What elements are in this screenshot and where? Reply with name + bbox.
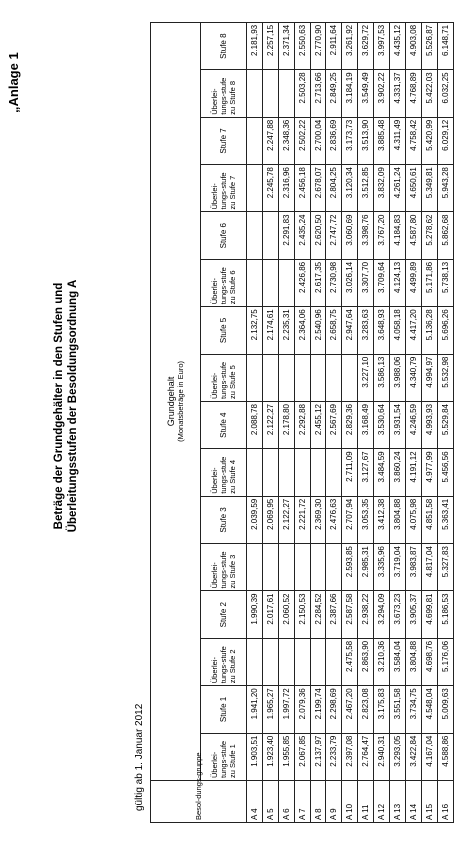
salary-cell [262, 449, 278, 496]
salary-cell: 4.588,86 [437, 733, 453, 780]
salary-cell [326, 638, 342, 685]
pay-group-cell: A 14 [405, 781, 421, 823]
salary-cell: 3.832,09 [374, 165, 390, 212]
pay-group-cell: A 9 [326, 781, 342, 823]
salary-table-body [247, 22, 454, 822]
column-header: Überlei-tungs-stufe zu Stufe 4 [201, 449, 247, 496]
salary-cell: 2.069,95 [262, 496, 278, 543]
salary-cell [247, 70, 263, 117]
salary-cell [247, 117, 263, 164]
salary-cell: 2.593,85 [342, 544, 358, 591]
salary-cell: 2.502,22 [294, 117, 310, 164]
salary-cell: 4.499,89 [405, 259, 421, 306]
salary-cell: 2.181,93 [247, 22, 263, 70]
salary-cell: 2.475,58 [342, 638, 358, 685]
salary-cell: 2.456,18 [294, 165, 310, 212]
salary-cell: 4.417,20 [405, 307, 421, 354]
salary-cell: 4.075,98 [405, 496, 421, 543]
salary-cell: 3.734,75 [405, 686, 421, 733]
salary-cell [278, 449, 294, 496]
salary-cell: 5.363,41 [437, 496, 453, 543]
salary-cell [262, 544, 278, 591]
column-header-row [201, 22, 247, 822]
pay-group-cell: A 16 [437, 781, 453, 823]
column-header: Überlei-tungs-stufe zu Stufe 7 [201, 165, 247, 212]
salary-cell: 2.291,83 [278, 212, 294, 259]
salary-cell: 4.191,12 [405, 449, 421, 496]
salary-cell [278, 354, 294, 401]
salary-cell [262, 70, 278, 117]
salary-cell [278, 544, 294, 591]
salary-cell: 4.548,04 [421, 686, 437, 733]
salary-cell: 2.617,35 [310, 259, 326, 306]
salary-cell: 3.931,54 [390, 402, 406, 449]
pay-group-cell: A 10 [342, 781, 358, 823]
salary-cell: 2.823,08 [358, 686, 374, 733]
salary-cell: 2.017,61 [262, 591, 278, 638]
salary-cell: 2.088,78 [247, 402, 263, 449]
salary-cell: 5.009,63 [437, 686, 453, 733]
salary-cell: 4.698,76 [421, 638, 437, 685]
salary-cell: 2.747,72 [326, 212, 342, 259]
salary-cell [342, 354, 358, 401]
salary-cell: 4.993,93 [421, 402, 437, 449]
salary-cell: 3.261,92 [342, 22, 358, 70]
salary-cell: 2.067,85 [294, 733, 310, 780]
title-line-2: Überleitungsstufen der Besoldungsordnung A [67, 279, 79, 533]
salary-cell: 2.829,36 [342, 402, 358, 449]
salary-cell: 5.136,28 [421, 307, 437, 354]
pay-group-cell: A 5 [262, 781, 278, 823]
salary-cell: 4.261,24 [390, 165, 406, 212]
salary-cell: 2.476,63 [326, 496, 342, 543]
salary-cell: 4.184,83 [390, 212, 406, 259]
salary-cell: 2.985,31 [358, 544, 374, 591]
salary-cell: 2.620,50 [310, 212, 326, 259]
salary-cell: 2.455,12 [310, 402, 326, 449]
salary-cell: 2.298,69 [326, 686, 342, 733]
salary-cell: 5.738,13 [437, 259, 453, 306]
pay-group-cell: A 8 [310, 781, 326, 823]
salary-cell [247, 544, 263, 591]
salary-cell [247, 354, 263, 401]
salary-cell: 2.503,28 [294, 70, 310, 117]
salary-cell [262, 354, 278, 401]
salary-cell: 4.650,61 [405, 165, 421, 212]
salary-cell: 5.532,98 [437, 354, 453, 401]
salary-cell: 3.584,04 [390, 638, 406, 685]
salary-cell: 3.398,76 [358, 212, 374, 259]
salary-cell [278, 70, 294, 117]
salary-cell: 5.349,81 [421, 165, 437, 212]
column-header: Stufe 6 [201, 212, 247, 259]
salary-cell: 2.060,52 [278, 591, 294, 638]
salary-cell: 5.943,28 [437, 165, 453, 212]
salary-cell: 3.484,59 [374, 449, 390, 496]
salary-cell: 4.246,59 [405, 402, 421, 449]
column-header: Stufe 2 [201, 591, 247, 638]
salary-cell: 2.132,75 [247, 307, 263, 354]
salary-cell: 1.965,27 [262, 686, 278, 733]
salary-cell: 3.997,53 [374, 22, 390, 70]
salary-cell [310, 638, 326, 685]
salary-cell: 4.587,80 [405, 212, 421, 259]
salary-cell [310, 449, 326, 496]
salary-cell: 3.673,23 [390, 591, 406, 638]
table-row [405, 22, 421, 822]
salary-cell: 3.210,36 [374, 638, 390, 685]
salary-cell: 4.311,49 [390, 117, 406, 164]
salary-cell: 3.885,48 [374, 117, 390, 164]
salary-cell: 2.199,74 [310, 686, 326, 733]
salary-cell: 2.387,66 [326, 591, 342, 638]
column-header: Überlei-tungs-stufe zu Stufe 2 [201, 638, 247, 685]
salary-cell: 2.770,90 [310, 22, 326, 70]
table-row [358, 22, 374, 822]
table-row [421, 22, 437, 822]
table-row [262, 22, 278, 822]
salary-cell: 5.862,68 [437, 212, 453, 259]
salary-cell: 4.167,04 [421, 733, 437, 780]
column-header: Überlei-tungs-stufe zu Stufe 8 [201, 70, 247, 117]
salary-cell: 2.567,69 [326, 402, 342, 449]
annex-label: „Anlage 1 [6, 52, 21, 113]
salary-cell: 3.422,84 [405, 733, 421, 780]
salary-cell: 2.587,58 [342, 591, 358, 638]
column-header: Stufe 5 [201, 307, 247, 354]
salary-cell: 2.711,09 [342, 449, 358, 496]
salary-cell: 4.340,79 [405, 354, 421, 401]
pay-group-cell: A 13 [390, 781, 406, 823]
salary-cell: 2.678,07 [310, 165, 326, 212]
salary-cell: 2.292,88 [294, 402, 310, 449]
pay-group-cell: A 7 [294, 781, 310, 823]
salary-cell [262, 638, 278, 685]
salary-cell [326, 449, 342, 496]
salary-cell [294, 544, 310, 591]
salary-cell: 3.283,63 [358, 307, 374, 354]
salary-cell [262, 212, 278, 259]
title-line-1: Beträge der Grundgehälter in den Stufen und [53, 282, 65, 530]
salary-cell: 2.911,64 [326, 22, 342, 70]
salary-cell: 5.696,26 [437, 307, 453, 354]
salary-cell: 2.947,64 [342, 307, 358, 354]
salary-cell: 3.629,72 [358, 22, 374, 70]
salary-cell: 4.435,12 [390, 22, 406, 70]
salary-cell: 3.719,04 [390, 544, 406, 591]
salary-cell: 3.530,64 [374, 402, 390, 449]
salary-cell: 3.184,19 [342, 70, 358, 117]
salary-cell [310, 544, 326, 591]
salary-cell: 2.316,96 [278, 165, 294, 212]
pay-group-cell: A 4 [247, 781, 263, 823]
salary-cell: 4.699,81 [421, 591, 437, 638]
salary-cell: 3.983,87 [405, 544, 421, 591]
salary-cell: 2.764,47 [358, 733, 374, 780]
salary-cell: 2.707,94 [342, 496, 358, 543]
column-header: Überlei-tungs-stufe zu Stufe 5 [201, 354, 247, 401]
salary-cell: 3.551,58 [390, 686, 406, 733]
salary-cell: 2.804,25 [326, 165, 342, 212]
salary-cell: 4.977,99 [421, 449, 437, 496]
salary-cell: 5.456,56 [437, 449, 453, 496]
table-row [278, 22, 294, 822]
salary-cell [247, 165, 263, 212]
salary-cell: 2.836,69 [326, 117, 342, 164]
salary-cell: 5.171,86 [421, 259, 437, 306]
salary-cell: 3.053,35 [358, 496, 374, 543]
salary-cell [310, 354, 326, 401]
salary-cell: 2.178,80 [278, 402, 294, 449]
salary-cell [294, 449, 310, 496]
salary-cell: 3.512,85 [358, 165, 374, 212]
salary-cell: 5.526,87 [421, 22, 437, 70]
salary-cell: 3.227,10 [358, 354, 374, 401]
table-row [390, 22, 406, 822]
salary-cell: 2.235,31 [278, 307, 294, 354]
salary-cell: 3.902,22 [374, 70, 390, 117]
salary-cell: 2.369,30 [310, 496, 326, 543]
column-header: Stufe 3 [201, 496, 247, 543]
valid-from-text: gültig ab 1. Januar 2012 [134, 703, 145, 811]
salary-cell [278, 259, 294, 306]
salary-cell: 3.767,20 [374, 212, 390, 259]
salary-cell: 3.412,38 [374, 496, 390, 543]
pay-group-cell: A 12 [374, 781, 390, 823]
salary-cell: 1.997,72 [278, 686, 294, 733]
salary-cell: 2.122,27 [262, 402, 278, 449]
salary-cell: 2.863,90 [358, 638, 374, 685]
pay-group-cell: A 11 [358, 781, 374, 823]
salary-cell: 1.955,85 [278, 733, 294, 780]
salary-cell: 2.371,34 [278, 22, 294, 70]
salary-cell: 5.422,03 [421, 70, 437, 117]
column-header: Überlei-tungs-stufe zu Stufe 3 [201, 544, 247, 591]
salary-table [150, 22, 454, 823]
salary-cell [278, 638, 294, 685]
salary-cell: 2.122,27 [278, 496, 294, 543]
salary-cell: 1.923,40 [262, 733, 278, 780]
salary-cell: 3.513,90 [358, 117, 374, 164]
salary-cell: 2.364,06 [294, 307, 310, 354]
salary-cell: 2.348,36 [278, 117, 294, 164]
salary-cell: 5.420,99 [421, 117, 437, 164]
salary-cell: 3.168,49 [358, 402, 374, 449]
salary-cell [294, 638, 310, 685]
salary-cell: 2.435,24 [294, 212, 310, 259]
grundgehalt-header [151, 22, 201, 780]
column-header: Stufe 4 [201, 402, 247, 449]
salary-cell: 4.817,04 [421, 544, 437, 591]
salary-cell: 2.137,97 [310, 733, 326, 780]
table-row [342, 22, 358, 822]
salary-cell [247, 212, 263, 259]
salary-cell: 2.550,63 [294, 22, 310, 70]
pay-group-header: Besol-dungs-gruppe [151, 781, 247, 823]
salary-cell: 3.060,69 [342, 212, 358, 259]
salary-cell: 4.331,37 [390, 70, 406, 117]
salary-cell: 6.029,12 [437, 117, 453, 164]
salary-cell: 3.335,96 [374, 544, 390, 591]
salary-cell: 2.257,15 [262, 22, 278, 70]
table-row [247, 22, 263, 822]
salary-cell: 3.586,13 [374, 354, 390, 401]
salary-cell: 2.245,78 [262, 165, 278, 212]
salary-cell: 4.758,42 [405, 117, 421, 164]
column-header: Überlei-tungs-stufe zu Stufe 1 [201, 733, 247, 780]
salary-cell: 2.150,53 [294, 591, 310, 638]
table-row [326, 22, 342, 822]
grundgehalt-unit: (Monatsbeträge in Euro) [176, 361, 185, 442]
salary-cell [247, 638, 263, 685]
salary-cell: 3.173,73 [342, 117, 358, 164]
salary-cell: 4.768,89 [405, 70, 421, 117]
salary-cell: 2.730,98 [326, 259, 342, 306]
column-header: Stufe 8 [201, 22, 247, 70]
table-row [310, 22, 326, 822]
salary-cell: 4.903,08 [405, 22, 421, 70]
salary-cell: 3.127,67 [358, 449, 374, 496]
salary-cell: 6.032,25 [437, 70, 453, 117]
salary-cell: 2.247,88 [262, 117, 278, 164]
salary-cell [326, 544, 342, 591]
salary-cell: 2.079,36 [294, 686, 310, 733]
salary-cell: 2.938,22 [358, 591, 374, 638]
salary-cell: 1.903,51 [247, 733, 263, 780]
salary-cell [326, 354, 342, 401]
salary-cell: 2.849,25 [326, 70, 342, 117]
salary-cell: 3.709,64 [374, 259, 390, 306]
salary-cell [294, 354, 310, 401]
pay-group-cell: A 15 [421, 781, 437, 823]
salary-cell: 3.175,83 [374, 686, 390, 733]
salary-cell: 2.940,31 [374, 733, 390, 780]
salary-cell: 3.120,34 [342, 165, 358, 212]
salary-cell: 3.804,88 [405, 638, 421, 685]
salary-cell: 4.994,97 [421, 354, 437, 401]
salary-cell: 2.397,08 [342, 733, 358, 780]
grundgehalt-title: Grundgehalt [166, 376, 176, 427]
salary-cell: 3.293,05 [390, 733, 406, 780]
salary-cell: 5.278,62 [421, 212, 437, 259]
salary-cell: 2.233,79 [326, 733, 342, 780]
salary-cell: 3.988,06 [390, 354, 406, 401]
salary-cell [262, 259, 278, 306]
salary-cell: 3.549,49 [358, 70, 374, 117]
column-header: Stufe 1 [201, 686, 247, 733]
salary-cell: 3.905,37 [405, 591, 421, 638]
salary-cell: 1.941,20 [247, 686, 263, 733]
document-title [52, 156, 80, 656]
salary-cell: 1.990,39 [247, 591, 263, 638]
salary-cell: 5.529,84 [437, 402, 453, 449]
salary-cell: 4.124,13 [390, 259, 406, 306]
salary-cell: 5.186,53 [437, 591, 453, 638]
salary-cell: 3.026,14 [342, 259, 358, 306]
salary-cell: 2.713,66 [310, 70, 326, 117]
table-row [374, 22, 390, 822]
salary-cell: 5.176,06 [437, 638, 453, 685]
table-row [294, 22, 310, 822]
salary-cell: 3.294,09 [374, 591, 390, 638]
pay-group-cell: A 6 [278, 781, 294, 823]
salary-cell: 4.058,18 [390, 307, 406, 354]
salary-cell: 5.327,83 [437, 544, 453, 591]
salary-cell: 3.307,70 [358, 259, 374, 306]
salary-cell: 2.284,52 [310, 591, 326, 638]
salary-cell: 4.851,58 [421, 496, 437, 543]
salary-cell [247, 449, 263, 496]
salary-cell: 2.221,72 [294, 496, 310, 543]
salary-cell: 2.467,20 [342, 686, 358, 733]
table-row [437, 22, 453, 822]
salary-cell: 6.148,71 [437, 22, 453, 70]
salary-cell: 2.039,59 [247, 496, 263, 543]
salary-cell: 3.860,24 [390, 449, 406, 496]
salary-cell: 2.658,75 [326, 307, 342, 354]
salary-cell [247, 259, 263, 306]
column-header: Überlei-tungs-stufe zu Stufe 6 [201, 259, 247, 306]
salary-cell: 3.648,93 [374, 307, 390, 354]
salary-cell: 3.804,88 [390, 496, 406, 543]
salary-cell: 2.540,96 [310, 307, 326, 354]
column-header: Stufe 7 [201, 117, 247, 164]
salary-cell: 2.700,04 [310, 117, 326, 164]
salary-cell: 2.426,86 [294, 259, 310, 306]
salary-cell: 2.174,61 [262, 307, 278, 354]
